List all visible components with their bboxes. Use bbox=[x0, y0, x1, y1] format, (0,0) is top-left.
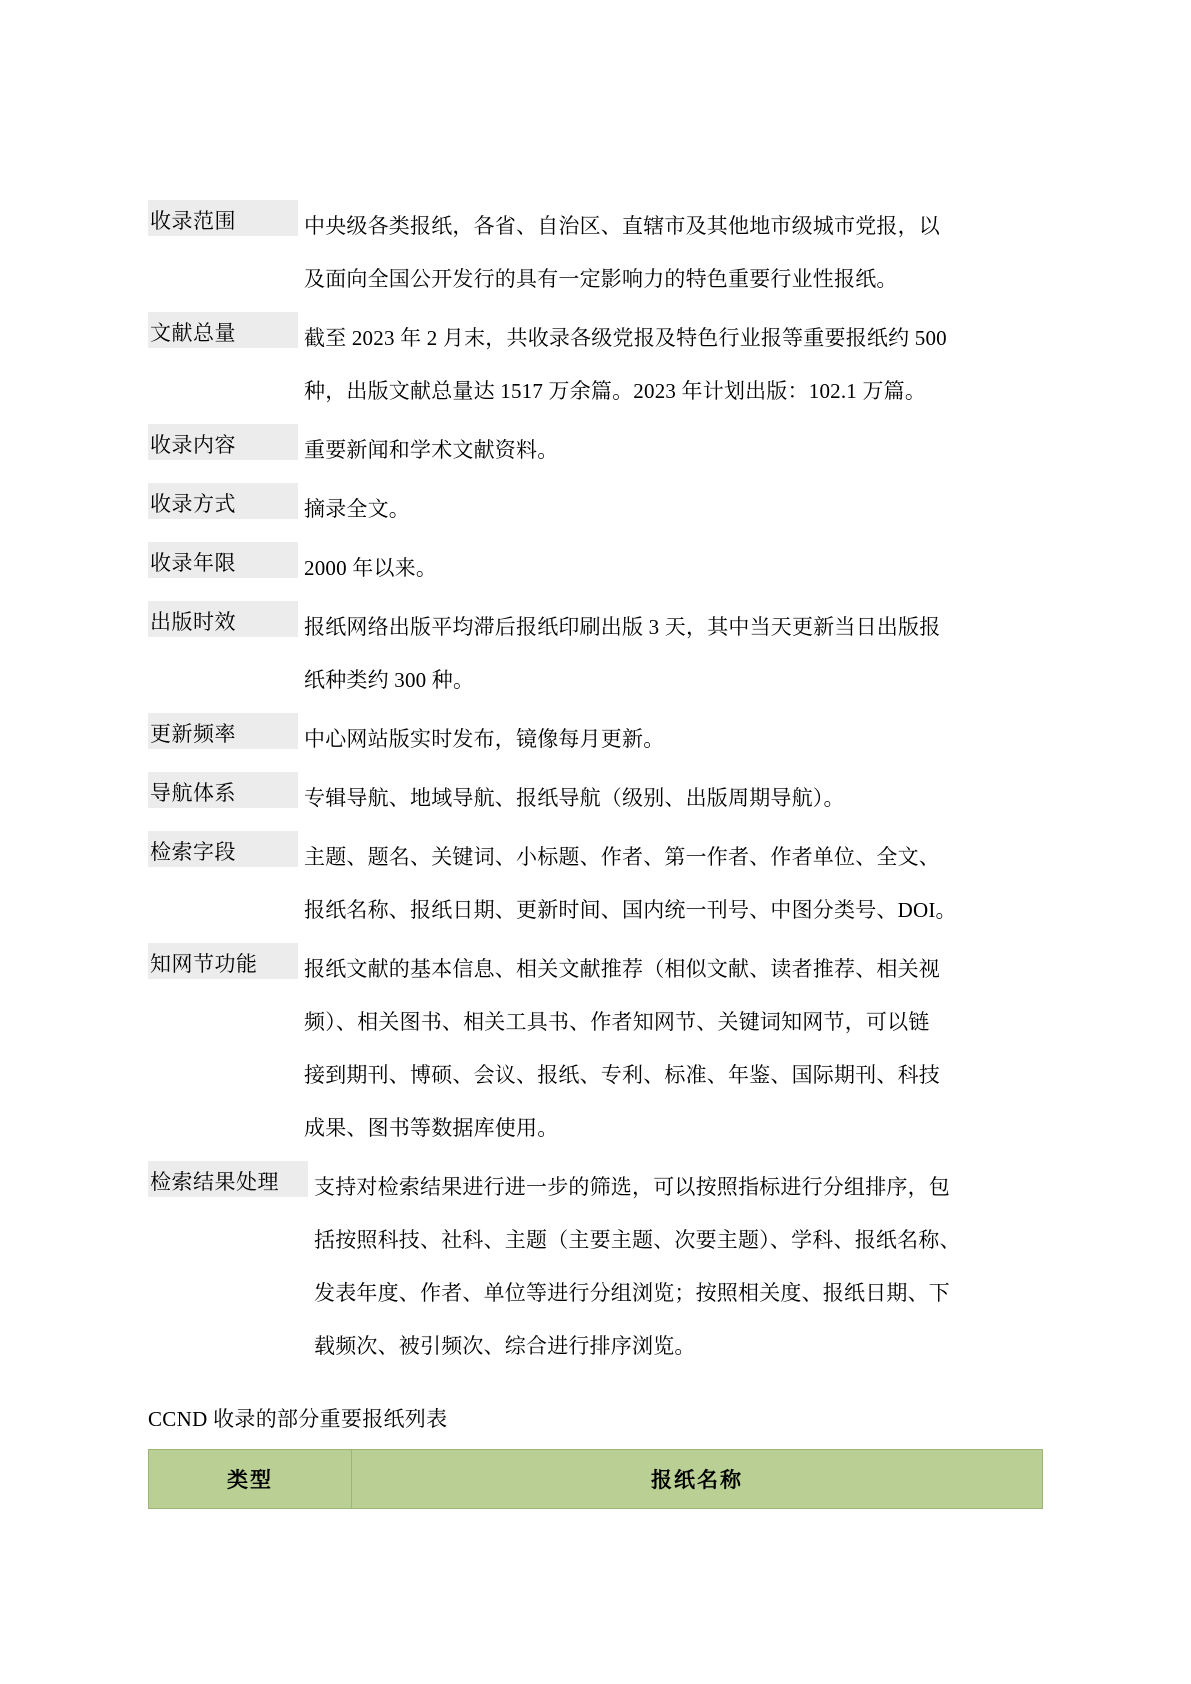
spec-value-line: 重要新闻和学术文献资料。 bbox=[304, 438, 559, 462]
spec-value-line: 成果、图书等数据库使用。 bbox=[304, 1116, 559, 1140]
spec-value-line: 中央级各类报纸，各省、自治区、直辖市及其他地市级城市党报，以 bbox=[304, 214, 940, 238]
spec-label: 文献总量 bbox=[148, 312, 298, 348]
spec-label: 出版时效 bbox=[148, 601, 298, 637]
spec-value-line: 载频次、被引频次、综合进行排序浏览。 bbox=[314, 1334, 696, 1358]
spec-value bbox=[298, 831, 1043, 937]
spec-row bbox=[148, 1161, 1043, 1373]
spec-value-line: 种，出版文献总量达 1517 万余篇。2023 年计划出版：102.1 万篇。 bbox=[304, 379, 927, 403]
spec-value bbox=[298, 424, 1043, 477]
spec-value bbox=[298, 772, 1043, 825]
spec-row bbox=[148, 200, 1043, 306]
spec-row bbox=[148, 424, 1043, 477]
spec-label: 收录内容 bbox=[148, 424, 298, 460]
spec-value bbox=[298, 200, 1043, 306]
spec-row bbox=[148, 483, 1043, 536]
spec-value-line: 中心网站版实时发布，镜像每月更新。 bbox=[304, 727, 665, 751]
spec-value bbox=[298, 542, 1043, 595]
spec-label: 检索结果处理 bbox=[148, 1161, 308, 1197]
spec-row bbox=[148, 601, 1043, 707]
spec-value-line: 接到期刊、博硕、会议、报纸、专利、标准、年鉴、国际期刊、科技 bbox=[304, 1063, 940, 1087]
spec-value-line: 摘录全文。 bbox=[304, 497, 410, 521]
spec-value bbox=[308, 1161, 1043, 1373]
specification-list bbox=[148, 200, 1043, 1373]
spec-value-line: 括按照科技、社科、主题（主要主题、次要主题）、学科、报纸名称、 bbox=[314, 1228, 961, 1252]
spec-value-line: 报纸文献的基本信息、相关文献推荐（相似文献、读者推荐、相关视 bbox=[304, 957, 940, 981]
spec-value bbox=[298, 483, 1043, 536]
spec-row bbox=[148, 943, 1043, 1155]
spec-value-line: 纸种类约 300 种。 bbox=[304, 668, 475, 692]
spec-value-line: 支持对检索结果进行进一步的筛选，可以按照指标进行分组排序，包 bbox=[314, 1175, 950, 1199]
spec-value-line: 频）、相关图书、相关工具书、作者知网节、关键词知网节，可以链 bbox=[304, 1010, 930, 1034]
spec-value-line: 专辑导航、地域导航、报纸导航（级别、出版周期导航）。 bbox=[304, 786, 845, 810]
spec-label: 收录年限 bbox=[148, 542, 298, 578]
spec-row bbox=[148, 312, 1043, 418]
spec-value bbox=[298, 312, 1043, 418]
newspaper-list-table bbox=[148, 1449, 1043, 1509]
spec-value bbox=[298, 943, 1043, 1155]
spec-value-line: 发表年度、作者、单位等进行分组浏览；按照相关度、报纸日期、下 bbox=[314, 1281, 950, 1305]
spec-value-line: 主题、题名、关键词、小标题、作者、第一作者、作者单位、全文、 bbox=[304, 845, 940, 869]
spec-label: 收录方式 bbox=[148, 483, 298, 519]
spec-value-line: 截至 2023 年 2 月末，共收录各级党报及特色行业报等重要报纸约 500 bbox=[304, 326, 947, 350]
spec-value-line: 2000 年以来。 bbox=[304, 556, 438, 580]
table-caption: CCND 收录的部分重要报纸列表 bbox=[148, 1407, 448, 1431]
table-header-name: 报纸名称 bbox=[352, 1450, 1043, 1509]
spec-value-line: 报纸名称、报纸日期、更新时间、国内统一刊号、中图分类号、DOI。 bbox=[304, 898, 957, 922]
spec-value-line: 报纸网络出版平均滞后报纸印刷出版 3 天，其中当天更新当日出版报 bbox=[304, 615, 941, 639]
spec-label: 收录范围 bbox=[148, 200, 298, 236]
table-header-row bbox=[149, 1450, 1043, 1509]
spec-row bbox=[148, 542, 1043, 595]
spec-row bbox=[148, 713, 1043, 766]
spec-label: 知网节功能 bbox=[148, 943, 298, 979]
spec-row bbox=[148, 772, 1043, 825]
spec-label: 导航体系 bbox=[148, 772, 298, 808]
spec-value bbox=[298, 713, 1043, 766]
table-header-type: 类型 bbox=[149, 1450, 352, 1509]
spec-row bbox=[148, 831, 1043, 937]
spec-value bbox=[298, 601, 1043, 707]
spec-label: 更新频率 bbox=[148, 713, 298, 749]
spec-label: 检索字段 bbox=[148, 831, 298, 867]
spec-value-line: 及面向全国公开发行的具有一定影响力的特色重要行业性报纸。 bbox=[304, 267, 898, 291]
